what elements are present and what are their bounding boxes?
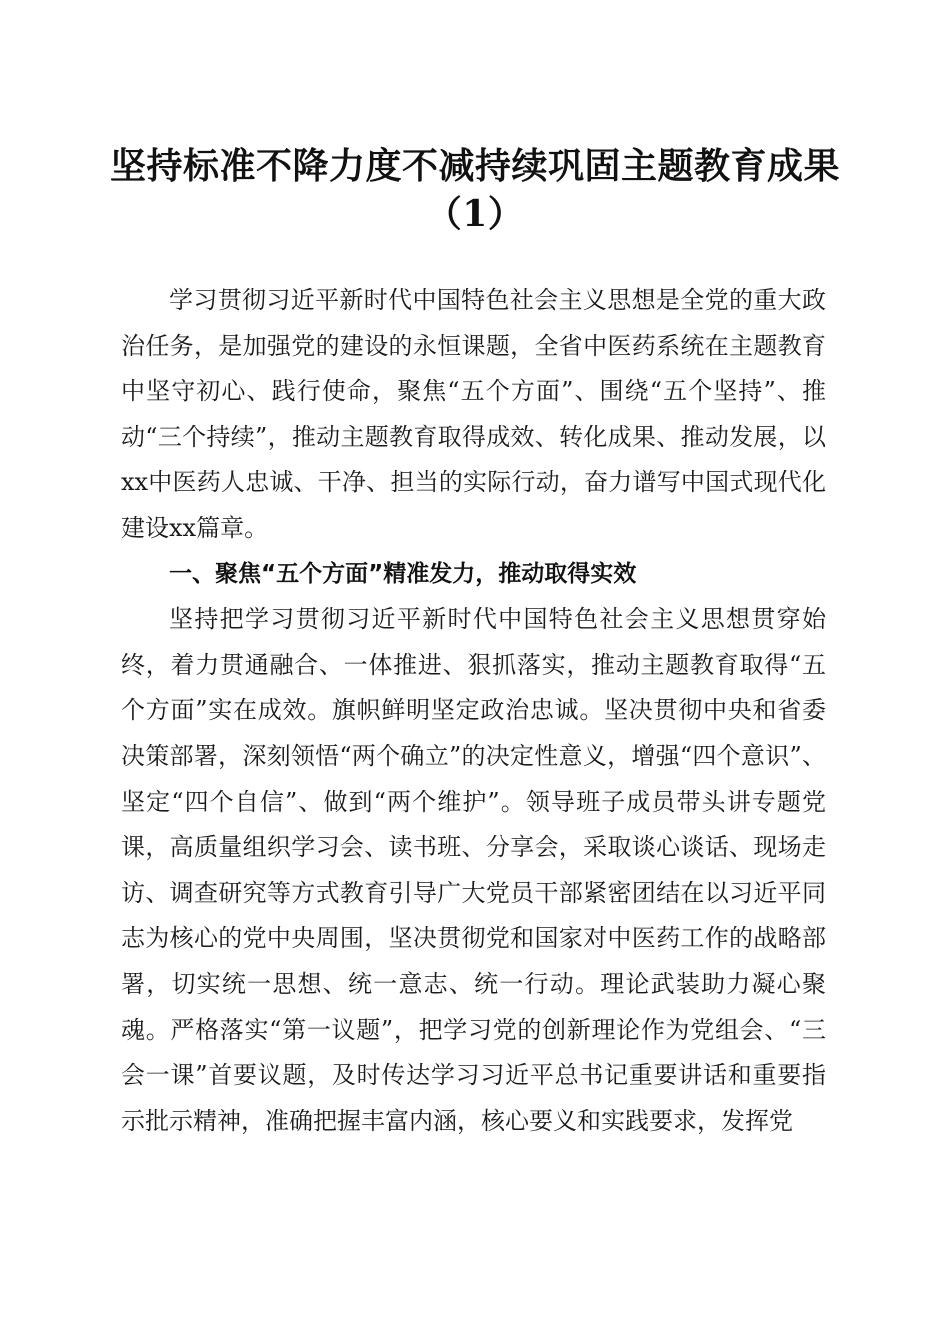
section-paragraph: 坚持把学习贯彻习近平新时代中国特色社会主义思想贯穿始终，着力贯通融合、一体推进、狠抓落实，推动主题教育取得“五个方面”实在成效。旗帜鲜明坚定政治忠诚。坚决贯彻中央和省委决策部署，深刻领悟“两个确立”的决定性意义，增强“四个意识”、坚定“四个自信”、做到“两个维护”。领导班子成员带头讲专题党课，高质量组织学习会、读书班、分享会，采取谈心谈话、现场走访、调查研究等方式教育引导广大党员干部紧密团结在以习近平同志为核心的党中央周围，坚决贯彻党和国家对中医药工作的战略部署，切实统一思想、统一意志、统一行动。理论武装助力凝心聚魂。严格落实“第一议题”，把学习党的创新理论作为党组会、“三会一课”首要议题，及时传达学习习近平总书记重要讲话和重要指示批示精神，准确把握丰富内涵，核心要义和实践要求，发挥党 [121, 605, 826, 1135]
intro-paragraph: 学习贯彻习近平新时代中国特色社会主义思想是全党的重大政治任务，是加强党的建设的永恒课题，全省中医药系统在主题教育中坚守初心、践行使命，聚焦“五个方面”、围绕“五个坚持”、推动“三个持续”，推动主题教育取得成效、转化成果、推动发展，以xx中医药人忠诚、干净、担当的实际行动，奋力谱写中国式现代化建设xx篇章。 [121, 286, 826, 542]
document-body [121, 278, 826, 1144]
section-heading: 一、聚焦“五个方面”精准发力，推动取得实效 [169, 560, 637, 587]
document-title-part-number: （1） [425, 193, 525, 235]
document-title: 坚持标准不降力度不减持续巩固主题教育成果 [109, 145, 840, 187]
